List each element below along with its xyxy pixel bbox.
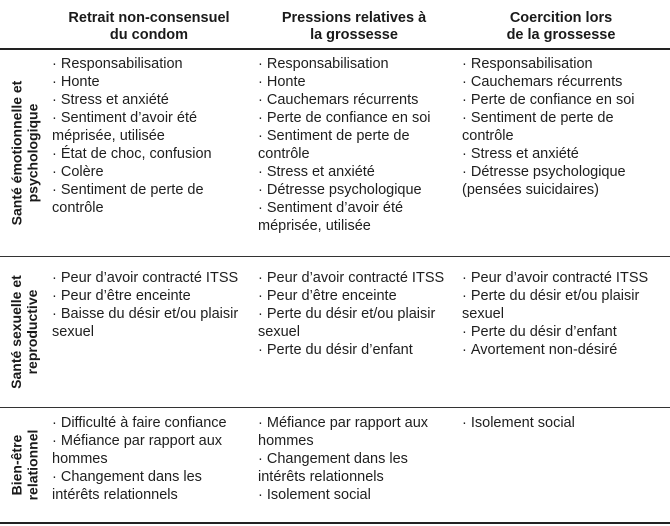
column-header-line: du condom — [109, 27, 189, 43]
list-item: · Isolement social — [258, 486, 454, 504]
row-label-line: reproductive — [24, 289, 40, 375]
column-header-line: Pressions relatives à — [281, 10, 427, 26]
list-item: · Responsabilisation — [52, 55, 248, 73]
row-divider — [0, 256, 670, 257]
list-item: · Cauchemars récurrents — [258, 91, 454, 109]
header-divider — [0, 48, 670, 50]
list-item: · Détresse psychologique (pensées suicidaires) — [462, 163, 662, 199]
row-label-relational — [0, 409, 48, 521]
list-item: · Perte du désir et/ou plaisir sexuel — [258, 305, 454, 341]
row-label-line: psychologique — [24, 103, 41, 203]
list-item: · Colère — [52, 163, 248, 181]
list-item: · Détresse psychologique — [258, 181, 454, 199]
list-item: · Peur d’avoir contracté ITSS — [462, 269, 662, 287]
column-header-pressions — [254, 10, 454, 46]
list-item: · Perte du désir d’enfant — [462, 323, 662, 341]
list-item: · Perte du désir et/ou plaisir sexuel — [462, 287, 662, 323]
cell-emotional-retrait — [52, 55, 248, 217]
list-item: · Peur d’avoir contracté ITSS — [258, 269, 454, 287]
row-label-emotional — [0, 50, 48, 256]
list-item: · Sentiment d’avoir été méprisée, utilisée — [258, 199, 454, 235]
list-item: · Peur d’être enceinte — [52, 287, 248, 305]
list-item: · État de choc, confusion — [52, 145, 248, 163]
list-item: · Perte de confiance en soi — [462, 91, 662, 109]
list-item: · Responsabilisation — [462, 55, 662, 73]
table-bottom-rule — [0, 522, 670, 524]
list-item: · Méfiance par rapport aux hommes — [258, 414, 454, 450]
cell-relational-pressions — [258, 414, 454, 504]
list-item: · Sentiment d’avoir été méprisée, utilisée — [52, 109, 248, 145]
cell-sexual-pressions — [258, 269, 454, 359]
list-item: · Responsabilisation — [258, 55, 454, 73]
column-header-retrait — [48, 10, 250, 46]
row-divider — [0, 407, 670, 408]
cell-relational-retrait — [52, 414, 248, 504]
cell-sexual-coercition — [462, 269, 662, 359]
row-label-line: relationnel — [24, 429, 41, 501]
cell-emotional-coercition — [462, 55, 662, 199]
row-label-line: Bien-être — [8, 434, 25, 496]
list-item: · Difficulté à faire confiance — [52, 414, 248, 432]
cell-sexual-retrait — [52, 269, 248, 341]
list-item: · Méfiance par rapport aux hommes — [52, 432, 248, 468]
column-header-line: la grossesse — [310, 27, 398, 43]
list-item: · Honte — [258, 73, 454, 91]
list-item: · Peur d’avoir contracté ITSS — [52, 269, 248, 287]
list-item: · Peur d’être enceinte — [258, 287, 454, 305]
list-item: · Sentiment de perte de contrôle — [462, 109, 662, 145]
column-header-line: Coercition lors — [509, 10, 613, 26]
cell-emotional-pressions — [258, 55, 454, 235]
row-label-line: Santé émotionnelle et — [8, 80, 25, 226]
list-item: · Stress et anxiété — [52, 91, 248, 109]
list-item: · Isolement social — [462, 414, 662, 432]
list-item: · Avortement non-désiré — [462, 341, 662, 359]
list-item: · Perte de confiance en soi — [258, 109, 454, 127]
list-item: · Sentiment de perte de contrôle — [258, 127, 454, 163]
row-label-line: Santé sexuelle et — [8, 275, 24, 389]
list-item: · Honte — [52, 73, 248, 91]
list-item: · Stress et anxiété — [258, 163, 454, 181]
column-header-line: Retrait non-consensuel — [68, 10, 230, 26]
list-item: · Changement dans les intérêts relationnels — [52, 468, 248, 504]
list-item: · Sentiment de perte de contrôle — [52, 181, 248, 217]
list-item: · Baisse du désir et/ou plaisir sexuel — [52, 305, 248, 341]
list-item: · Stress et anxiété — [462, 145, 662, 163]
list-item: · Changement dans les intérêts relationnels — [258, 450, 454, 486]
list-item: · Cauchemars récurrents — [462, 73, 662, 91]
list-item: · Perte du désir d’enfant — [258, 341, 454, 359]
cell-relational-coercition — [462, 414, 662, 432]
column-header-line: de la grossesse — [506, 27, 616, 43]
row-label-sexual — [0, 258, 48, 406]
column-header-coercition — [458, 10, 664, 46]
